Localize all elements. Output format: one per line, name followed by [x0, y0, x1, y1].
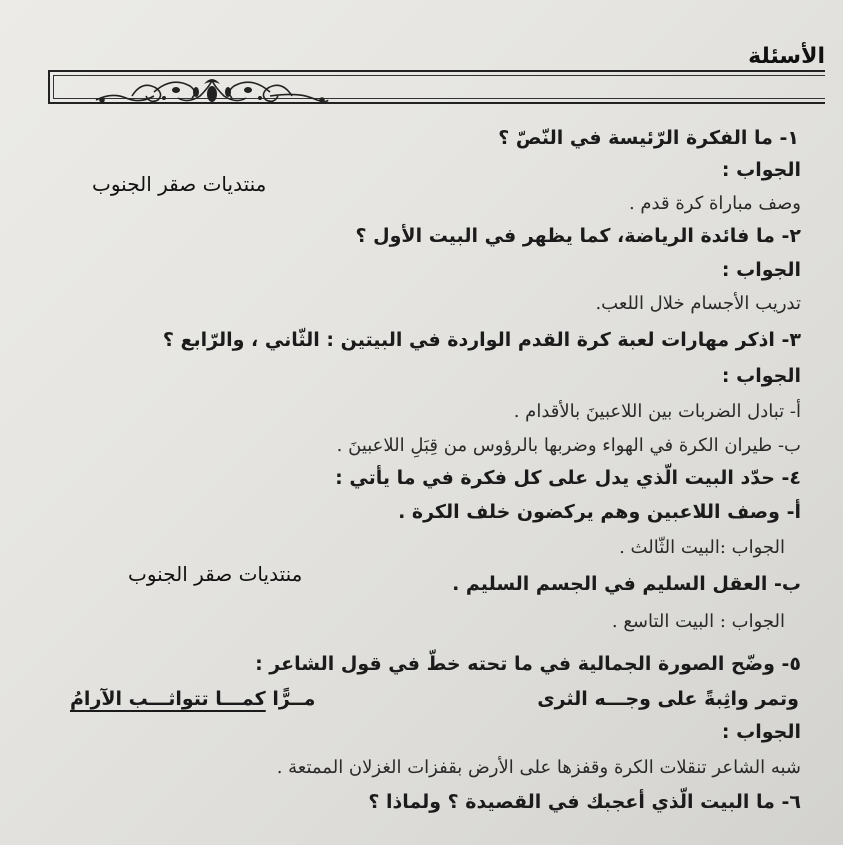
answer-label-3: الجواب :	[721, 365, 801, 387]
section-title: الأسئلة	[748, 44, 825, 69]
answer-label-1: الجواب :	[721, 159, 801, 181]
answer-5: شبه الشاعر تنقلات الكرة وقفزها على الأرض بقفزات الغزلان الممتعة .	[276, 757, 801, 778]
forum-watermark-middle: منتديات صقر الجنوب	[128, 562, 303, 586]
answer-label-2: الجواب :	[721, 259, 801, 281]
answer-3a: أ- تبادل الضربات بين اللاعبينَ بالأقدام .	[513, 401, 801, 422]
forum-watermark-top: منتديات صقر الجنوب	[92, 172, 267, 196]
question-2: ٢- ما فائدة الرياضة، كما يظهر في البيت الأول ؟	[355, 225, 801, 247]
floral-ornament-icon	[92, 72, 332, 112]
question-1: ١- ما الفكرة الرّئيسة في النّصّ ؟	[498, 127, 799, 149]
question-6: ٦- ما البيت الّذي أعجبك في القصيدة ؟ ولماذا ؟	[368, 791, 801, 813]
answer-3b: ب- طيران الكرة في الهواء وضربها بالرؤوس من قِبَلِ اللاعبينَ .	[336, 435, 801, 456]
question-3: ٣- اذكر مهارات لعبة كرة القدم الواردة في البيتين : الثّاني ، والرّابع ؟	[162, 329, 801, 351]
question-4a: أ- وصف اللاعبين وهم يركضون خلف الكرة .	[398, 501, 801, 523]
question-5: ٥- وضّح الصورة الجمالية في ما تحته خطّ في قول الشاعر :	[255, 653, 801, 675]
answer-label-5: الجواب :	[721, 721, 801, 743]
answer-1: وصف مباراة كرة قدم .	[628, 193, 801, 214]
answer-4a: الجواب :البيت الثّالث .	[619, 537, 785, 558]
verse-second-hemistich	[70, 688, 315, 710]
section-header	[0, 38, 843, 108]
question-4: ٤- حدّد البيت الّذي يدل على كل فكرة في ما يأتي :	[335, 467, 801, 489]
answer-2: تدريب الأجسام خلال اللعب.	[595, 293, 801, 314]
verse-plain-part: مــرًّا	[265, 688, 316, 710]
verse-first-hemistich: وتمر واثِبةً على وجـــه الثرى	[537, 688, 799, 710]
verse-underlined-part: كمـــا تتواثـــب الآرامُ	[70, 688, 266, 710]
question-4b: ب- العقل السليم في الجسم السليم .	[452, 573, 801, 595]
poem-verse	[0, 688, 843, 714]
answer-4b: الجواب : البيت التاسع .	[611, 611, 785, 632]
